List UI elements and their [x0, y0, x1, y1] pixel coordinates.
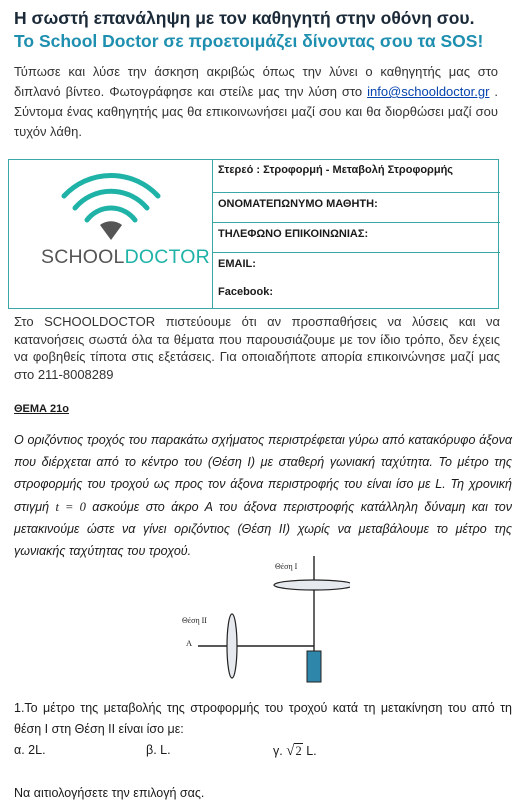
problem-text — [14, 429, 512, 562]
page-subtitle: Το School Doctor σε προετοιμάζει δίνοντας σου τα SOS! — [14, 31, 484, 51]
intro-paragraph — [14, 62, 498, 142]
option-c-suffix: L. — [306, 744, 317, 758]
option-c-radicand: 2 — [295, 744, 302, 758]
option-c — [273, 743, 317, 760]
option-c-prefix: γ. — [273, 744, 283, 758]
subject-text: Στερεό : Στροφορμή - Μεταβολή Στροφορμής — [218, 164, 454, 176]
question-1: 1.Το μέτρο της μεταβολής της στροφορμής του τροχού κατά τη μετακίνηση του από τη θέση Ι στη Θέση ΙΙ είναι ίσο με: — [14, 701, 512, 736]
label-position-2: Θέση ΙΙ — [182, 616, 207, 625]
label-position-1: Θέση Ι — [275, 562, 298, 571]
subject-row — [213, 160, 500, 193]
email-label: EMAIL: — [218, 258, 256, 270]
axle-support — [307, 651, 321, 682]
theme-heading: ΘΕΜΑ 21ο — [14, 403, 70, 415]
wheel-position-1 — [274, 580, 350, 590]
problem-text-before: Ο οριζόντιος τροχός του παρακάτω σχήματος περιστρέφεται γύρω από κατακόρυφο άξονα που διέρχεται από το κέντρο του (Θέση Ι) με σταθερή γωνιακή ταχύτητα. Το μέτρο της στροφορμής του τροχού ως προς τον άξονα περιστροφής του είναι ίσο με L. Τη χρονική στιγμή — [14, 433, 512, 514]
wheel-position-2 — [227, 614, 237, 678]
encouragement-paragraph: Στο SCHOOLDOCTOR πιστεύουμε ότι αν προσπαθήσεις να λύσεις και να κατανοήσεις σωστά όλα τα θέματα που παρουσιάζουμε με τον ίδιο τρόπο, δεν έχεις να φοβηθείς τίποτα στις εξετάσεις. Για οποιαδήποτε απορία επικοινώνησε μαζί μας στο 211-8008289 — [14, 314, 500, 382]
logo-wordmark — [41, 246, 210, 269]
name-label: ΟΝΟΜΑΤΕΠΩΝΥΜΟ ΜΑΘΗΤΗ: — [218, 198, 378, 210]
email-link[interactable]: info@schooldoctor.gr — [367, 84, 490, 99]
phone-label: ΤΗΛΕΦΩΝΟ ΕΠΙΚΟΙΝΩΝΙΑΣ: — [218, 228, 369, 240]
contact-row[interactable] — [213, 253, 500, 308]
sqrt-symbol: √ — [286, 743, 295, 759]
phone-row[interactable] — [213, 223, 500, 253]
intro-text-before: Τύπωσε και λύσε την άσκηση ακριβώς όπως την λύνει ο καθηγητής μας στο διπλανό βίντεο. Φωτογράφησε και στείλε μας την λύση στο — [14, 64, 498, 99]
label-A: A — [186, 638, 193, 648]
option-b: β. L. — [146, 743, 171, 757]
facebook-label: Facebook: — [218, 286, 274, 298]
intro-text-after: . Σύντομα ένας καθηγητής μας θα επικοινωνήσει μαζί σου και θα διορθώσει μαζί σου τυχόν λάθη. — [14, 84, 498, 139]
logo-school: SCHOOL — [41, 246, 125, 268]
wheel-diagram — [180, 556, 350, 686]
logo-doctor: DOCTOR — [124, 246, 210, 268]
logo-cell — [9, 160, 213, 308]
student-info-card — [8, 159, 499, 309]
option-a: α. 2L. — [14, 743, 46, 757]
wifi-logo-icon — [9, 160, 212, 250]
math-t-equals-zero: t = 0 — [55, 499, 86, 514]
name-row[interactable] — [213, 193, 500, 223]
page-title: Η σωστή επανάληψη με τον καθηγητή στην οθόνη σου. — [14, 8, 475, 28]
problem-text-after: ασκούμε στο άκρο Α του άξονα περιστροφής κατάλληλη δύναμη και τον μετακινούμε ώστε να γίνει οριζόντιος (Θέση ΙΙ) χωρίς να μεταβάλουμε το μέτρο της γωνιακής ταχύτητας του τροχού. — [14, 499, 512, 559]
instruction-text: Να αιτιολογήσετε την επιλογή σας. — [14, 786, 205, 800]
